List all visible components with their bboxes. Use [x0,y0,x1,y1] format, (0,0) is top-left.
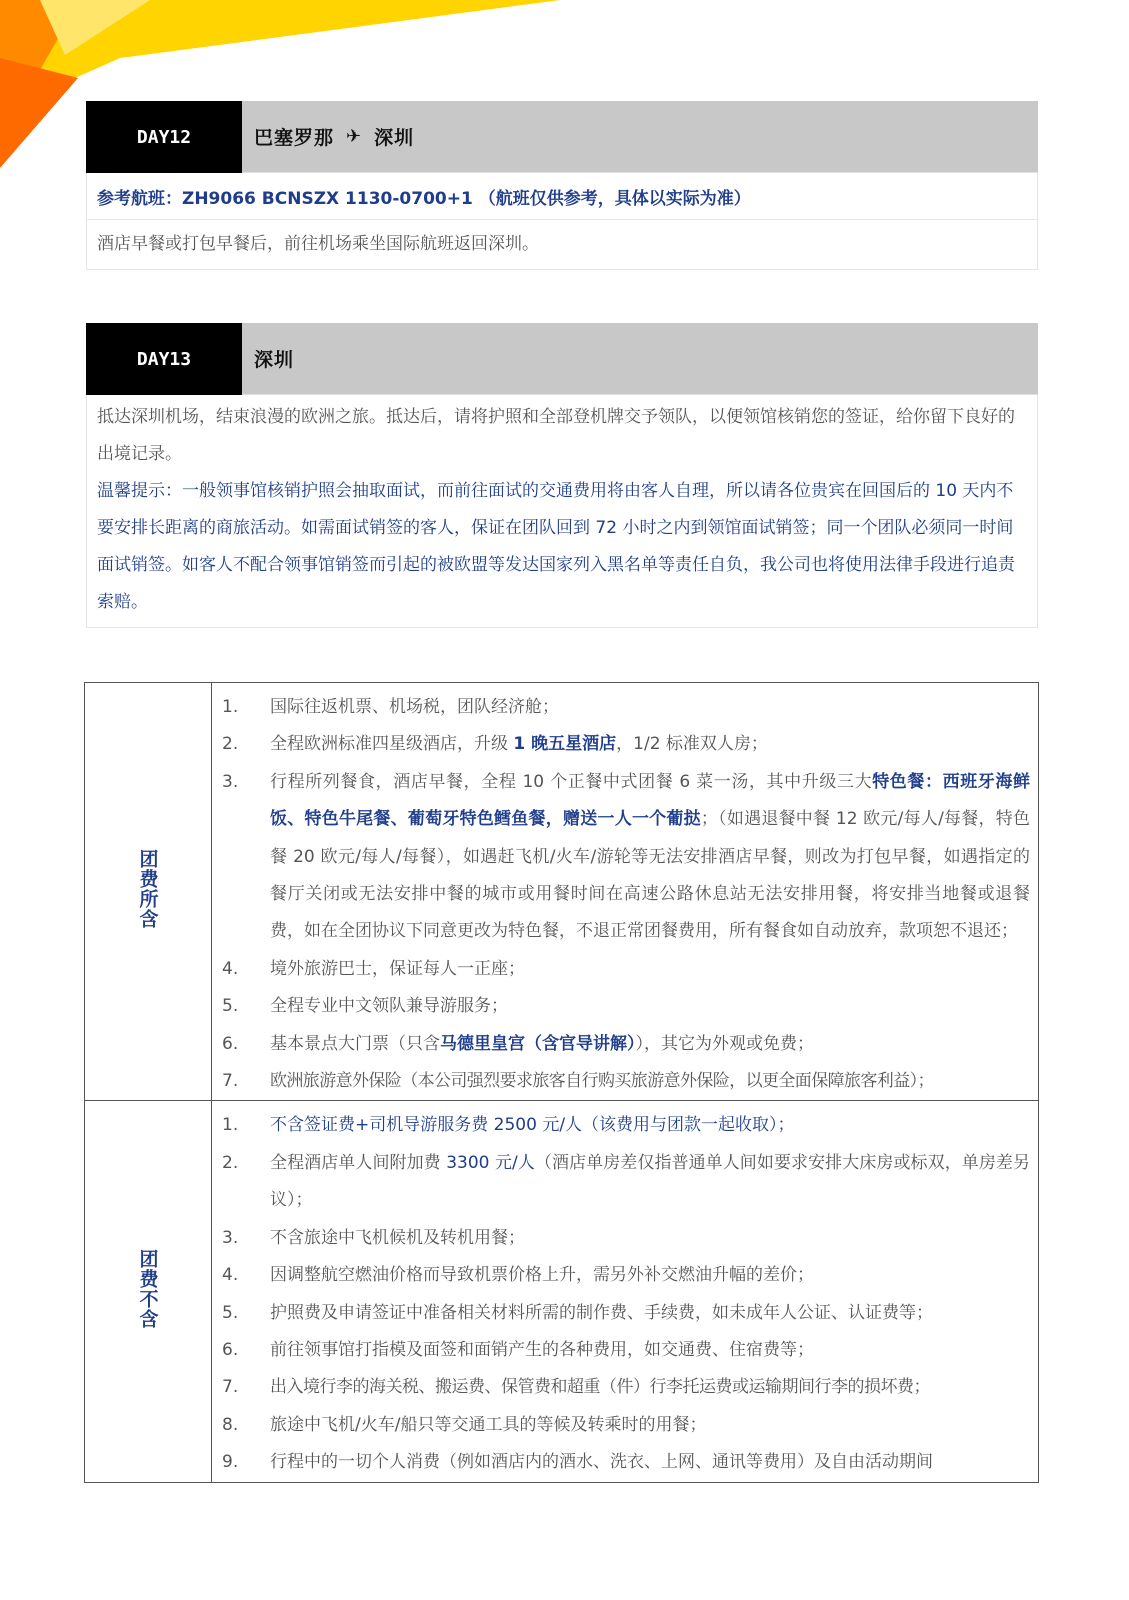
list-item: 6. 基本景点大门票（只含马德里皇宫（含官导讲解）），其它为外观或免费； [222,1033,814,1054]
day13-text [87,395,1037,627]
day12-title [242,101,1038,173]
list-item: 8. 旅途中飞机/火车/船只等交通工具的等候及转乘时的用餐； [222,1414,707,1435]
list-item: 2. 全程欧洲标准四星级酒店，升级 1 晚五星酒店，1/2 标准双人房； [222,734,768,755]
day13-header [86,323,1038,395]
day13-body [86,395,1038,628]
list-item: 7. 出入境行李的海关税、搬运费、保管费和超重（件）行李托运费或运输期间行李的损坏费； [222,1377,930,1398]
day12-to: 深圳 [374,127,415,149]
day12-header [86,101,1038,173]
excluded-list [212,1101,1038,1481]
day13-warm-tip: 温馨提示：一般领事馆核销护照会抽取面试，而前往面试的交通费用将由客人自理，所以请各位贵宾在回国后的 10 天内不要安排长距离的商旅活动。如需面试销签的客人，保证在团队回到 72 小时之内到领馆面试销签；同一个团队必须同一时间面试销签。如客人不配合领事馆销签而引起的被欧盟等发达国家列入黑名单等责任自负，我公司也将使用法律手段进行追责索赔。 [97,481,1015,612]
included-list [212,683,1038,1100]
day12-flight-info: 参考航班：ZH9066 BCNSZX 1130-0700+1 （航班仅供参考，具体以实际为准） [87,173,1037,220]
list-item: 6. 前往领事馆打指模及面签和面销产生的各种费用，如交通费、住宿费等； [222,1339,814,1360]
list-item: 4. 因调整航空燃油价格而导致机票价格上升，需另外补交燃油升幅的差价； [222,1265,814,1286]
list-item: 5. 护照费及申请签证中准备相关材料所需的制作费、手续费，如未成年人公证、认证费等； [222,1302,933,1323]
day13-section [86,323,1038,628]
day13-label: DAY13 [86,323,242,395]
list-item: 5. 全程专业中文领队兼导游服务； [222,996,508,1017]
list-item: 7. 欧洲旅游意外保险（本公司强烈要求旅客自行购买旅游意外保险，以更全面保障旅客利益）； [222,1071,934,1092]
included-label-cell [85,683,212,1101]
excluded-list-cell [212,1101,1039,1482]
included-list-cell [212,683,1039,1101]
list-item: 1. 不含签证费+司机导游服务费 2500 元/人（该费用与团款一起收取）； [222,1115,795,1136]
day12-description: 酒店早餐或打包早餐后，前往机场乘坐国际航班返回深圳。 [97,234,539,254]
excluded-label-cell [85,1101,212,1482]
list-item: 4. 境外旅游巴士，保证每人一正座； [222,958,525,979]
list-item: 3. 行程所列餐食，酒店早餐，全程 10 个正餐中式团餐 6 菜一汤，其中升级三大特色餐：西班牙海鲜饭、特色牛尾餐、葡萄牙特色鳕鱼餐，赠送一人一个葡挞；（如遇退餐中餐 12 欧元/每人/每餐，特色餐 20 欧元/每人/每餐），如遇赶飞机/火车/游轮等无法安排酒店早餐，则改为打包早餐，如遇指定的餐厅关闭或无法安排中餐的城市或用餐时间在高速公路休息站无法安排用餐，将安排当地餐或退餐费，如在全团协议下同意更改为特色餐，不退正常团餐费用，所有餐食如自动放弃，款项恕不退还； [222,771,1031,942]
fee-table [84,682,1039,1483]
excluded-label: 团费不含 [136,1249,159,1329]
day12-section [86,101,1038,270]
list-item: 9. 行程中的一切个人消费（例如酒店内的酒水、洗衣、上网、通讯等费用）及自由活动期间 [222,1452,933,1473]
day13-title: 深圳 [242,323,1038,395]
included-label: 团费所含 [136,849,159,930]
day12-from: 巴塞罗那 [254,127,335,149]
list-item: 3. 不含旅途中飞机候机及转机用餐； [222,1227,525,1248]
list-item: 1. 国际往返机票、机场税，团队经济舱； [222,697,559,717]
day12-body [86,173,1038,270]
day12-label: DAY12 [86,101,242,173]
day13-description: 抵达深圳机场，结束浪漫的欧洲之旅。抵达后，请将护照和全部登机牌交予领队，以便领馆核销您的签证，给你留下良好的出境记录。 [97,407,1015,464]
list-item: 2. 全程酒店单人间附加费 3300 元/人（酒店单房差仅指普通单人间如要求安排大床房或标双，单房差另议）； [222,1152,1030,1211]
included-row [85,683,1039,1101]
plane-icon: ✈ [346,126,363,147]
excluded-row [85,1101,1039,1482]
